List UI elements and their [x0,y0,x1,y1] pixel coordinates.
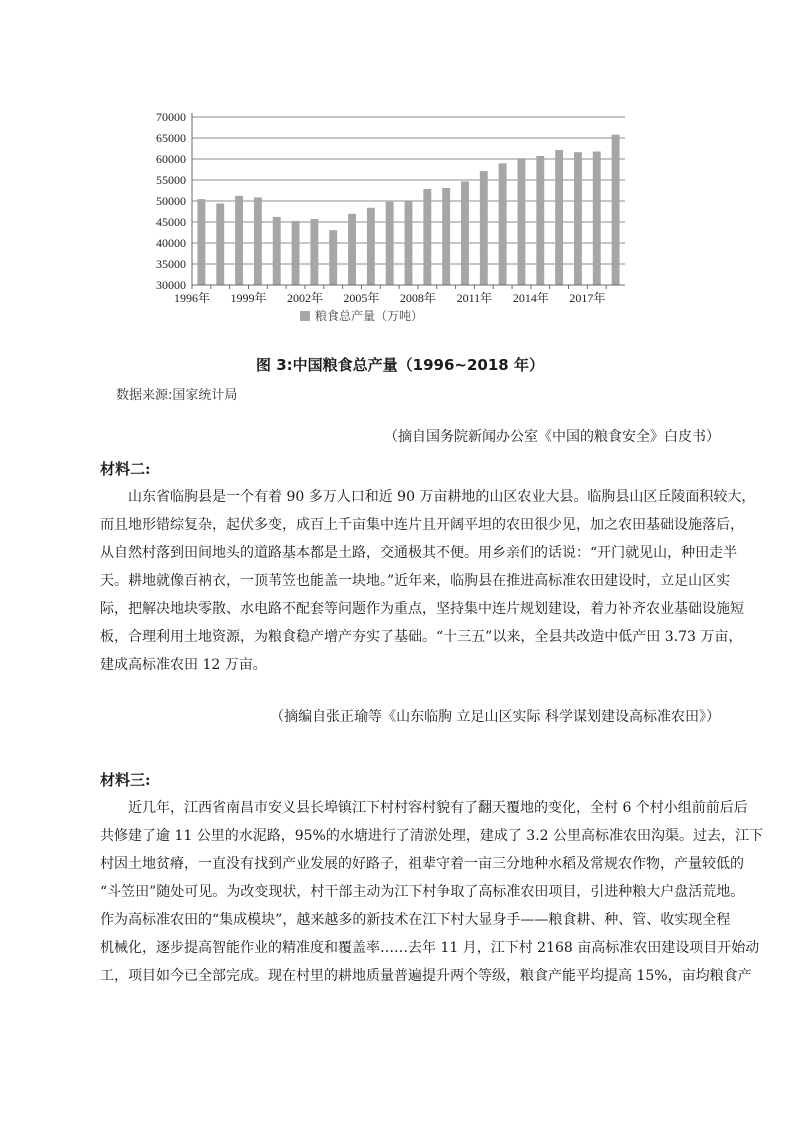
material2-line: 山东省临朐县是一个有着 90 多万人口和近 90 万亩耕地的山区农业大县。临朐县山区丘陵面积较大， [128,489,756,505]
chart-y-tick-labels [156,110,186,292]
chart-x-tick-label: 1999年 [230,291,267,305]
chart-x-tick-label: 2002年 [286,291,323,305]
chart-legend-swatch [300,311,310,321]
chart-y-tick-label: 30000 [156,278,186,292]
material3-heading: 材料三: [100,771,151,789]
chart-bar [405,200,413,285]
data-source-note: 数据来源:国家统计局 [116,388,238,403]
chart-y-tick-label: 35000 [156,257,186,271]
material1-citation: （摘自国务院新闻办公室《中国的粮食安全》白皮书） [384,429,720,445]
chart-x-tick-label: 2008年 [399,291,436,305]
material3-line: 作为高标准农田的“集成模块”，越来越多的新技术在江下村大显身手——粮食耕、种、管、收实现全程 [100,912,731,928]
chart-y-tick-label: 40000 [156,236,186,250]
chart-y-tick-label: 55000 [156,173,186,187]
material2-heading: 材料二: [100,460,151,478]
material3-line: “斗笠田”随处可见。为改变现状，村干部主动为江下村争取了高标准农田项目，引进种粮大户盘活荒地。 [100,884,745,900]
material3-line: 近几年，江西省南昌市安义县长埠镇江下村村容村貌有了翻天覆地的变化，全村 6 个村小组前前后后 [128,800,748,816]
material2-paragraph [100,483,756,679]
chart-x-tick-label: 2011年 [456,291,493,305]
chart-bar [329,230,337,285]
chart-x-tick-labels [174,285,606,305]
chart-y-tick-label: 65000 [156,131,186,145]
material2-line: 际，把解决地块零散、水电路不配套等问题作为重点，坚持集中连片规划建设，着力补齐农业基础设施短 [100,601,744,617]
chart-legend-label: 粮食总产量（万吨） [315,309,424,323]
material2-line: 建成高标准农田 12 万亩。 [100,657,267,673]
chart-bar [423,189,431,285]
chart-bar [442,188,450,285]
chart-y-tick-label: 50000 [156,194,186,208]
material2-line: 天。耕地就像百衲衣，一顶苇笠也能盖一块地。”近年来，临朐县在推进高标准农田建设时，立足山区实 [100,573,731,589]
chart-x-tick-label: 1996年 [173,291,211,305]
chart-bar [480,171,488,285]
chart-bar [348,214,356,285]
grain-output-bar-chart [100,100,640,345]
chart-bar [273,217,281,285]
chart-bar [292,221,300,285]
material3-line: 共修建了逾 11 公里的水泥路，95%的水塘进行了清淤处理，建成了 3.2 公里高标准农田沟渠。过去，江下 [100,828,763,844]
material2-line: 而且地形错综复杂，起伏多变，成百上千亩集中连片且开阔平坦的农田很少见，加之农田基础设施落后， [100,517,744,533]
chart-x-tick-label: 2005年 [343,291,380,305]
chart-bar [574,152,582,285]
material3-line: 村因土地贫瘠，一直没有找到产业发展的好路子，祖辈守着一亩三分地种水稻及常规农作物，产量较低的 [100,856,744,872]
material3-line: 工，项目如今已全部完成。现在村里的耕地质量普遍提升两个等级，粮食产能平均提高 15%，亩均粮食产 [100,968,752,984]
chart-bar [536,156,544,285]
chart-x-tick-label: 2014年 [512,291,549,305]
chart-bar [555,150,563,285]
figure-title: 图 3:中国粮食总产量（1996~2018 年） [256,356,544,374]
chart-bar [518,158,526,285]
chart-y-tick-label: 60000 [156,152,186,166]
chart-bar [197,199,205,285]
chart-bar [593,151,601,285]
chart-bar [386,202,394,285]
material3-line: 机械化，逐步提高智能作业的精准度和覆盖率……去年 11 月，江下村 2168 亩高标准农田建设项目开始动 [100,940,760,956]
chart-bar [612,135,620,285]
material2-citation: （摘编自张正瑜等《山东临朐 立足山区实际 科学谋划建设高标准农田》） [270,709,720,725]
material2-line: 板，合理利用土地资源，为粮食稳产增产夯实了基础。“十三五”以来，全县共改造中低产田 3.73 万亩， [100,629,743,645]
material2-line: 从自然村落到田间地头的道路基本都是土路，交通极其不便。用乡亲们的话说：“开门就见山，种田走半 [100,545,738,561]
chart-legend [300,308,423,323]
chart-bar [310,219,318,285]
chart-bar [216,203,224,285]
chart-bars [197,135,619,285]
chart-bar [367,208,375,285]
chart-bar [254,197,262,285]
chart-y-tick-label: 70000 [156,110,186,124]
chart-y-tick-label: 45000 [156,215,186,229]
chart-bar [499,163,507,285]
chart-x-tick-label: 2017年 [569,291,606,305]
material3-paragraph [100,794,763,990]
chart-bar [461,181,469,285]
chart-bar [235,196,243,285]
